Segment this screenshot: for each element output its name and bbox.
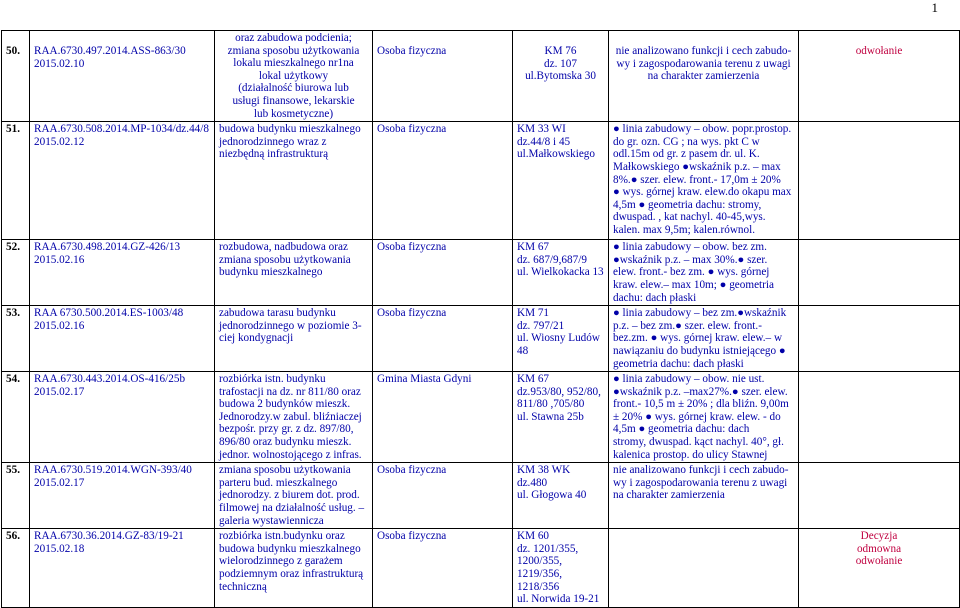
project-description — [215, 463, 373, 529]
investor: Osoba fizyczna — [373, 463, 513, 529]
row-number: 51. — [2, 122, 30, 240]
location-line: ul. Głogowa 40 — [517, 489, 587, 502]
building-conditions-line: ● linia zabudowy – obow. popr.prostop. — [613, 123, 792, 136]
project-description-line: filmowej na działalność usług. – — [219, 502, 365, 515]
case-sign — [30, 306, 215, 372]
location-line: KM 71 — [517, 307, 550, 320]
case-sign — [30, 529, 215, 608]
location-line: dz.480 — [517, 476, 548, 489]
page-number: 1 — [931, 0, 938, 15]
project-description-line: lokal użytkowy — [258, 69, 329, 82]
decision — [799, 306, 960, 372]
building-conditions-line: ●wskaźnik p.z. – max 30%.● szer. — [613, 253, 768, 266]
investor: Osoba fizyczna — [373, 529, 513, 608]
project-description-line: budowa budynku mieszkalnego — [219, 123, 361, 136]
location-line: 1219/356, 1218/356 — [517, 568, 563, 593]
table-row — [2, 240, 960, 306]
decision — [799, 122, 960, 240]
project-description-line: zmiana sposobu użytkowania — [227, 44, 360, 57]
building-conditions-line: na charakter zamierzenia — [647, 70, 760, 83]
project-description-line: jednorodzinnego w poziomie 3- — [219, 319, 362, 332]
case-sign-line: 2015.02.16 — [34, 319, 85, 332]
project-description — [215, 372, 373, 463]
decision-line: odwołanie — [855, 45, 903, 57]
location-line: KM 60 — [517, 530, 550, 543]
project-description-line: trafostacji na dz. nr 811/80 oraz — [219, 385, 361, 398]
building-conditions — [609, 372, 799, 463]
table-row — [2, 31, 960, 122]
building-conditions — [609, 463, 799, 529]
building-conditions-line: wy i zagospodarowania terenu z uwagi — [613, 476, 788, 489]
row-number: 50. — [2, 31, 30, 122]
case-sign — [30, 372, 215, 463]
investor: Osoba fizyczna — [373, 31, 513, 122]
project-description-line: ciej kondygnacji — [219, 332, 294, 345]
building-conditions — [609, 31, 799, 122]
project-description — [215, 306, 373, 372]
decision — [799, 31, 960, 122]
project-description-line: zabudowa tarasu budynku — [219, 307, 336, 320]
building-conditions-line: kalenica prostop. do ulicy Stawnej — [613, 448, 768, 461]
location-line: KM 67 — [517, 373, 550, 386]
case-sign-line: RAA.6730.508.2014.MP-1034/dz.44/8 — [34, 123, 209, 136]
location-line: ul.Bytomska 30 — [525, 70, 596, 83]
building-conditions — [609, 306, 799, 372]
location-line: KM 67 — [517, 241, 550, 254]
project-description-line: jednorodzinnego wraz z — [219, 135, 327, 148]
location — [513, 372, 609, 463]
project-description-line: budowa 2 budynków mieszk. — [219, 398, 351, 411]
project-description-line: jednor. wolnostojącego z infras. — [219, 448, 362, 461]
project-description-line: usługi finansowe, lekarskie — [232, 94, 355, 107]
location — [513, 529, 609, 608]
project-description — [215, 529, 373, 608]
project-description-line: techniczną — [219, 580, 267, 593]
building-conditions-line: do gr. ozn. CG ; na wys. pkt C w — [613, 135, 760, 148]
building-conditions-line: wy i zagospodarowania terenu z uwagi — [616, 57, 791, 70]
project-description — [215, 240, 373, 306]
project-description-line: rozbudowa, nadbudowa oraz — [219, 241, 348, 254]
project-description-line: wielorodzinnego z garażem — [219, 555, 343, 568]
building-conditions-line: 4,5m ● geometria dachu: dach — [613, 423, 750, 436]
case-sign-line: 2015.02.17 — [34, 476, 85, 489]
building-conditions-line: 8%.● szer. elew. front.- 17,0m ± 20% — [613, 173, 781, 186]
building-conditions-line: dwuspad. , kat nachyl. 40-45,wys. — [613, 211, 766, 224]
location-line: 1200/355, — [517, 555, 563, 568]
row-number: 55. — [2, 463, 30, 529]
location-line: dz.953/80, 952/80, — [517, 385, 601, 398]
building-conditions-line: nie analizowano funkcji i cech zabudo- — [613, 464, 789, 477]
location-line: KM 33 WI — [517, 123, 566, 136]
project-description-line: budynku mieszkalnego — [219, 266, 323, 279]
table-row — [2, 306, 960, 372]
project-description-line: oraz zabudowa podcienia; — [235, 32, 352, 44]
building-conditions-line: ●wskaźnik p.z. –max27%.● szer. elew. — [613, 385, 788, 398]
decisions-table — [1, 30, 960, 608]
project-description — [215, 31, 373, 122]
project-description-line: rozbiórka istn. budynku — [219, 373, 326, 386]
building-conditions-line: dachu: dach płaski — [613, 291, 697, 304]
case-sign-line: 2015.02.18 — [34, 542, 85, 555]
case-sign — [30, 463, 215, 529]
table-row — [2, 122, 960, 240]
project-description-line: lokalu mieszkalnego nr1na — [233, 57, 354, 70]
investor: Osoba fizyczna — [373, 240, 513, 306]
building-conditions-line: kalen. max 9,5m; kalen.równol. — [613, 223, 755, 236]
project-description-line: (działalność biurowa lub — [238, 82, 349, 95]
row-number: 54. — [2, 372, 30, 463]
location-line: ul. Norwida 19-21 — [517, 593, 600, 606]
project-description-line: galeria wystawiennicza — [219, 514, 324, 527]
case-sign-line: 2015.02.10 — [34, 57, 85, 70]
investor: Osoba fizyczna — [373, 306, 513, 372]
table-row — [2, 529, 960, 608]
building-conditions — [609, 122, 799, 240]
building-conditions-line: nie analizowano funkcji i cech zabudo- — [615, 45, 792, 57]
building-conditions-line: bez.zm. ● wys. górnej kraw. elew.– w — [613, 332, 783, 345]
location-line: ul. Wielkokacka 13 — [517, 266, 604, 279]
location-line: dz. 1201/355, — [517, 542, 579, 555]
building-conditions-line: Małkowskiego ●wskaźnik p.z. – max — [613, 160, 781, 173]
case-sign-line: RAA.6730.519.2014.WGN-393/40 — [34, 464, 192, 477]
case-sign-line: RAA.6730.36.2014.GZ-83/19-21 — [34, 530, 184, 543]
project-description — [215, 122, 373, 240]
investor: Gmina Miasta Gdyni — [373, 372, 513, 463]
decision — [799, 372, 960, 463]
building-conditions-line: ● linia zabudowy – bez zm.●wskaźnik — [613, 307, 787, 320]
location-line: ul. Stawna 25b — [517, 410, 584, 423]
case-sign-line: RAA.6730.443.2014.OS-416/25b — [34, 373, 186, 386]
decision-line: odmowna — [856, 542, 902, 555]
case-sign-line: 2015.02.12 — [34, 135, 85, 148]
location-line: KM 76 — [544, 45, 577, 57]
location — [513, 31, 609, 122]
location-line: 48 — [517, 344, 529, 357]
building-conditions-line: ● linia zabudowy – obow. nie ust. — [613, 373, 765, 386]
building-conditions — [609, 240, 799, 306]
project-description-line: jednorodzy. z biurem dot. prod. — [219, 489, 360, 502]
building-conditions-line: ● linia zabudowy – obow. bez zm. — [613, 241, 767, 254]
building-conditions-line: front.- 10,5 m ± 20% ; dla bliźn. 9,00m — [613, 398, 789, 411]
decision-line: Decyzja — [860, 530, 898, 543]
row-number: 53. — [2, 306, 30, 372]
building-conditions-line: kraw. elew.– max 10m; ● geometria — [613, 278, 774, 291]
location-line: dz.44/8 i 45 — [517, 135, 571, 148]
location — [513, 122, 609, 240]
location-line: ul.Małkowskiego — [517, 148, 595, 161]
location — [513, 240, 609, 306]
project-description-line: zmiana sposobu użytkowania — [219, 253, 351, 266]
investor: Osoba fizyczna — [373, 122, 513, 240]
decision — [799, 463, 960, 529]
building-conditions-line: geometria dachu: dach płaski — [613, 357, 744, 370]
project-description-line: podziemnym oraz infrastrukturą — [219, 568, 364, 580]
project-description-line: zmiana sposobu użytkowania — [219, 464, 351, 477]
project-description-line: 896/80 oraz budynku mieszk. — [219, 436, 352, 449]
decision — [799, 240, 960, 306]
case-sign — [30, 31, 215, 122]
building-conditions-line: elew. front.- bez zm. ● wys. górnej — [613, 266, 770, 279]
case-sign — [30, 240, 215, 306]
location-line: KM 38 WK — [517, 464, 571, 477]
location — [513, 306, 609, 372]
project-description-line: parteru bud. mieszkalnego — [219, 476, 338, 489]
decision-line: odwołanie — [855, 555, 903, 568]
project-description-line: niezbędną infrastrukturą — [219, 148, 329, 161]
project-description-line: lub kosmetyczne) — [253, 107, 334, 120]
location-line: dz. 687/9,687/9 — [517, 253, 587, 266]
row-number: 52. — [2, 240, 30, 306]
building-conditions-line: nawiązaniu do budynku istniejącego ● — [613, 344, 786, 357]
building-conditions-line: odl.15m od gr. z pasem dr. ul. K. — [613, 148, 760, 161]
project-description-line: bezpośr. przy gr. z dz. 897/80, — [219, 423, 354, 436]
case-sign-line: RAA.6730.497.2014.ASS-863/30 — [34, 45, 186, 57]
building-conditions-line: p.z. – bez zm.● szer. elew. front.- — [613, 319, 762, 332]
project-description-line: budowa budynku mieszkalnego — [219, 542, 361, 555]
case-sign-line: 2015.02.17 — [34, 385, 85, 398]
row-number: 56. — [2, 529, 30, 608]
case-sign-line: 2015.02.16 — [34, 253, 85, 266]
location-line: dz. 107 — [544, 57, 577, 70]
location — [513, 463, 609, 529]
project-description-line: Jednorodzy.w zabul. bliźniaczej — [219, 410, 362, 423]
case-sign-line: RAA 6730.500.2014.ES-1003/48 — [34, 307, 184, 320]
location-line: dz. 797/21 — [517, 319, 565, 332]
case-sign — [30, 122, 215, 240]
building-conditions — [609, 529, 799, 608]
table-row — [2, 372, 960, 463]
project-description-line: rozbiórka istn.budynku oraz — [219, 530, 345, 543]
building-conditions-line: na charakter zamierzenia — [613, 489, 725, 502]
building-conditions-line: 4,5m ● geometria dachu: stromy, — [613, 198, 762, 211]
case-sign-line: RAA.6730.498.2014.GZ-426/13 — [34, 241, 181, 254]
building-conditions-line: ● wys. górnej kraw. elew.do okapu max — [613, 186, 792, 199]
location-line: ul. Wiosny Ludów — [517, 332, 600, 345]
building-conditions-line: stromy, dwuspad. kąct nachyl. 40°, gł. — [613, 436, 784, 449]
decision — [799, 529, 960, 608]
table-row — [2, 463, 960, 529]
building-conditions-line: ± 20% ● wys. górnej kraw. elew. - do — [613, 410, 781, 423]
location-line: 811/80 ,705/80 — [517, 398, 585, 411]
